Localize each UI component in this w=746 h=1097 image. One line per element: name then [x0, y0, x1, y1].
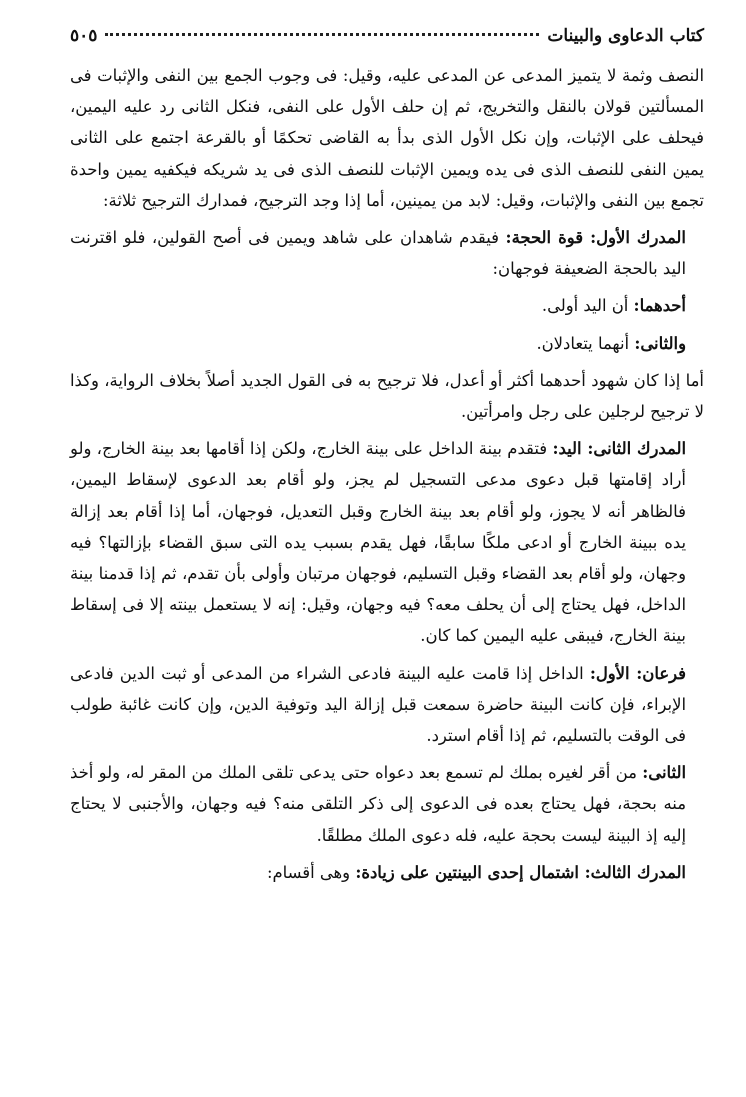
paragraph-lead: المدرك الثالث: اشتمال إحدى البينتين على زيادة: — [355, 862, 686, 882]
paragraph-lead: والثانى: — [634, 333, 686, 353]
paragraph-lead: أحدهما: — [633, 296, 686, 316]
paragraph — [70, 328, 704, 359]
paragraph — [70, 658, 704, 752]
paragraph-text: فيقدم شاهدان على شاهد ويمين فى أصح القولين، فلو اقترنت اليد بالحجة الضعيفة فوجهان: — [70, 228, 686, 279]
paragraph — [70, 222, 704, 284]
paragraph — [70, 290, 704, 321]
paragraph-lead: المدرك الأول: قوة الحجة: — [505, 228, 686, 248]
book-page — [70, 26, 704, 888]
paragraph-text: أن اليد أولى. — [541, 296, 634, 316]
paragraph-text: أما إذا كان شهود أحدهما أكثر أو أعدل، فلا ترجيح به فى القول الجديد أصلاً بخلاف الرواية، وكذا لا ترجيح لرجلين على رجل وامرأتين. — [70, 370, 704, 422]
book-title: كتاب الدعاوى والبينات — [547, 26, 704, 46]
paragraph — [70, 60, 704, 216]
paragraph-text: فتقدم بينة الداخل على بينة الخارج، ولكن إذا أقامها بعد بينة الخارج، ولو أراد إقامتها قبل دعوى مدعى التسجيل لم يجز، ولو أقام بعد الدعوى لإسقاط اليمين، فالظاهر أنه لا يجوز، ولو أقام بعد بينة الخارج وقبل التعديل، فوجهان، أما إذا أقام بعد إزالة يده ببينة الخارج أو ادعى ملكًا سابقًا، فهل يقدم بسبب يده التى سبق القضاء بإزالتها؟ فيه وجهان، ولو أقام بعد القضاء وقبل التسليم، فوجهان مرتبان وأولى بأن تقدم، ثم إذا قدمنا بينة الداخل، فهل يحتاج إلى أن يحلف معه؟ فيه وجهان، وقيل: إنه لا يستعمل بينته إلا فى إسقاط بينة الخارج، فيبقى عليه اليمين كما كان. — [70, 439, 686, 646]
paragraph — [70, 433, 704, 651]
paragraph-text: النصف وثمة لا يتميز المدعى عن المدعى عليه، وقيل: فى وجوب الجمع بين النفى والإثبات فى المسألتين قولان بالنقل والتخريج، ثم إن حلف الأول على النفى، فنكل الثانى رد عليه اليمين، فيحلف على الإثبات، وإن نكل الأول الذى بدأ به القاضى تحكمًا أو بالقرعة اجتمع على الثانى يمين النفى للنصف الذى فى يده ويمين الإثبات للنصف الذى فى يد شريكه فيكفيه يمين واحدة تجمع بين النفى والإثبات، وقيل: لابد من يمينين، أما إذا وجد الترجيح، فمدارك الترجيح ثلاثة: — [70, 66, 704, 210]
paragraph-text: الداخل إذا قامت عليه البينة فادعى الشراء من المدعى أو ثبت الدين فادعى الإبراء، فإن كانت البينة حاضرة سمعت قبل إزالة اليد وتوفية الدين، وإن كانت غائبة طولب فى الوقت بالتسليم، ثم إذا أقام استرد. — [70, 663, 686, 746]
paragraph-lead: المدرك الثانى: اليد: — [552, 439, 686, 459]
header-dot-leader — [105, 33, 539, 36]
paragraph-lead: فرعان: الأول: — [589, 663, 686, 683]
paragraph-text: من أقر لغيره بملك لم تسمع بعد دعواه حتى يدعى تلقى الملك من المقر له، ولو أخذ منه بحجة، فهل يحتاج بعده فى الدعوى إلى ذكر التلقى منه؟ فيه وجهان، والأجنبى لا يحتاج إليه إذ البينة ليست بحجة عليه، فله دعوى الملك مطلقًا. — [70, 763, 686, 845]
running-header — [70, 26, 704, 60]
paragraph — [70, 857, 704, 888]
page-number: ٥٠٥ — [70, 26, 98, 46]
body-text — [70, 60, 704, 888]
paragraph-lead: الثانى: — [642, 763, 686, 783]
paragraph — [70, 757, 704, 851]
paragraph — [70, 365, 704, 427]
paragraph-text: أنهما يتعادلان. — [536, 333, 635, 353]
paragraph-text: وهى أقسام: — [266, 862, 356, 882]
